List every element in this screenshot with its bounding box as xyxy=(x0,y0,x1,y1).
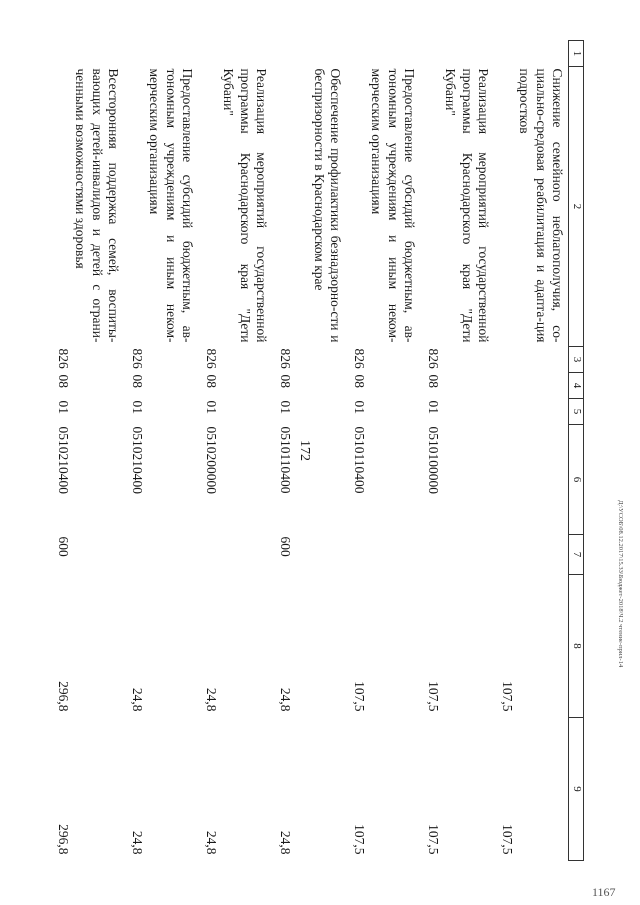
expense-type-code xyxy=(420,535,494,575)
page-number: 172 xyxy=(297,440,312,461)
expense-type-code xyxy=(494,535,569,575)
column-header: 8 xyxy=(569,575,584,718)
row-name: Всесторонняя поддержка семей, воспиты-вающих детей-инвалидов и детей с ограни-ченными возможностями здоровья xyxy=(73,68,122,343)
admin-code: 826 xyxy=(426,348,442,369)
admin-code xyxy=(0,347,50,373)
admin-code: 826 xyxy=(130,348,146,369)
row-name: Предоставление субсидий бюджетным, ав-тономным учреждениям и иным неком-мерческим организациям xyxy=(147,68,196,343)
subsection-code: 01 xyxy=(352,400,368,414)
table-row xyxy=(50,41,124,861)
column-header: 4 xyxy=(569,373,584,399)
row-name: Предоставление субсидий бюджетным, ав-тономным учреждениям и иным неком-мерческим организациям xyxy=(369,68,418,343)
table-row xyxy=(346,41,420,861)
table-row xyxy=(198,41,272,861)
target-code: 0510200000 xyxy=(204,426,220,494)
amount-2019: 296,8 xyxy=(56,681,72,712)
column-header: 9 xyxy=(569,718,584,861)
file-path-footer: Д:\УСОБ\08.12.2017\15.33\Бюджет-2018\Ч.2 чтение-прил-14 xyxy=(617,500,624,668)
corner-code: 1167 xyxy=(592,885,616,899)
section-code: 08 xyxy=(56,374,72,388)
amount-2019: 24,8 xyxy=(278,687,294,712)
table-row xyxy=(494,41,569,861)
section-code: 08 xyxy=(426,374,442,388)
subsection-code: 01 xyxy=(426,400,442,414)
amount-2019: 24,8 xyxy=(130,687,146,712)
amount-2020: 107,5 xyxy=(500,824,516,855)
admin-code: 826 xyxy=(278,348,294,369)
table-row xyxy=(272,41,346,861)
expense-type-code: 600 xyxy=(56,536,72,557)
target-code: 0510100000 xyxy=(426,426,442,494)
column-header: 3 xyxy=(569,347,584,373)
section-code: 08 xyxy=(352,374,368,388)
column-header: 7 xyxy=(569,535,584,575)
section-code: 08 xyxy=(130,374,146,388)
budget-table xyxy=(0,40,584,861)
column-header: 6 xyxy=(569,425,584,535)
column-header: 2 xyxy=(569,67,584,347)
column-header: 5 xyxy=(569,399,584,425)
target-code: 0510210400 xyxy=(130,426,146,494)
subsection-code: 01 xyxy=(130,400,146,414)
expense-type-code xyxy=(124,535,198,575)
section-code: 08 xyxy=(204,374,220,388)
admin-code: 826 xyxy=(56,348,72,369)
amount-2020: 107,5 xyxy=(426,824,442,855)
table-header-row xyxy=(569,41,584,861)
target-code: 0510210400 xyxy=(56,426,72,494)
target-code xyxy=(0,425,50,535)
section-code: 08 xyxy=(278,374,294,388)
row-name: Реализация мероприятий государственной программы Краснодарского края "Дети Кубани" xyxy=(221,68,270,343)
amount-2019: 107,5 xyxy=(426,681,442,712)
subsection-code xyxy=(494,399,569,425)
section-code xyxy=(494,373,569,399)
subsection-code xyxy=(0,399,50,425)
table-row xyxy=(124,41,198,861)
subsection-code: 01 xyxy=(278,400,294,414)
amount-2019: 107,5 xyxy=(500,681,516,712)
section-code xyxy=(0,373,50,399)
column-header: 1 xyxy=(569,41,584,67)
amount-2020: 24,8 xyxy=(130,830,146,855)
admin-code: 826 xyxy=(352,348,368,369)
row-name: Реализация мероприятий государственной программы Краснодарского края "Дети Кубани" xyxy=(443,68,492,343)
budget-table-sheet xyxy=(56,40,584,860)
admin-code xyxy=(494,347,569,373)
target-code: 0510110400 xyxy=(352,426,368,494)
amount-2020: 296,8 xyxy=(56,824,72,855)
target-code xyxy=(494,425,569,535)
expense-type-code xyxy=(198,535,272,575)
table-row xyxy=(420,41,494,861)
amount-2019: 24,8 xyxy=(204,687,220,712)
subsection-code: 01 xyxy=(56,400,72,414)
table-row xyxy=(0,41,50,861)
amount-2020: 24,8 xyxy=(278,830,294,855)
row-name: Снижение семейного неблагополучия, со-циально-средовая реабилитация и адапта-ция подростков xyxy=(517,68,566,343)
amount-2019: 107,5 xyxy=(352,681,368,712)
row-name: Обеспечение профилактики безнадзорно-сти и беспризорности в Краснодарском крае xyxy=(311,68,344,343)
admin-code: 826 xyxy=(204,348,220,369)
expense-type-code xyxy=(346,535,420,575)
target-code: 0510110400 xyxy=(278,426,294,494)
amount-2020: 24,8 xyxy=(204,830,220,855)
amount-2020: 107,5 xyxy=(352,824,368,855)
expense-type-code: 600 xyxy=(278,536,294,557)
subsection-code: 01 xyxy=(204,400,220,414)
